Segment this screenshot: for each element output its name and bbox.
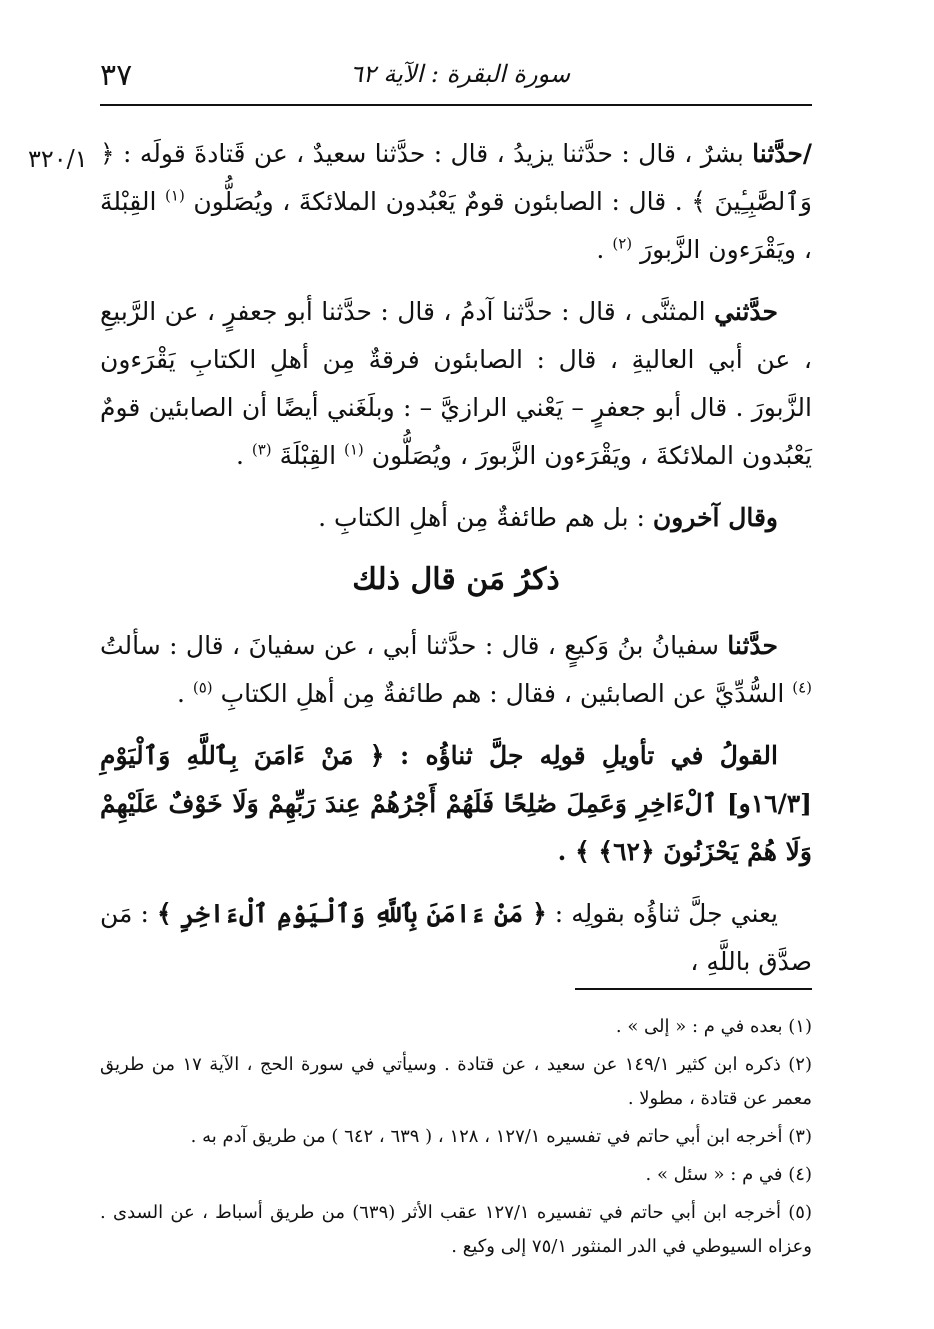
paragraph-text: القِبْلةَ ، ويَقْرَءون الزَّبورَ	[100, 187, 812, 264]
footnote-marker: (٢)	[612, 234, 633, 253]
paragraph-text: بشرٌ ، قال : حدَّثنا يزيدُ ، قال : حدَّثنا سعيدٌ ، عن قَتادةَ قولَه : ﴿ وَٱلصَّٰبِـِٔينَ ﴾ . قال : الصابئون قومٌ يَعْبُدون الملائكةَ ، ويُصَلُّون	[100, 139, 812, 216]
margin-reference: ٣٢٠/١	[28, 145, 88, 173]
footnote-4: (٤) في م : « سئل » .	[645, 1164, 812, 1185]
paragraph-text: : مَن صدَّق باللَّهِ ،	[100, 899, 812, 976]
running-title: سورة البقرة : الآية ٦٢	[349, 60, 571, 88]
paragraph-text: سفيانُ بنُ وَكيعٍ ، قال : حدَّثنا أبي ، عن سفيانَ ، قال : سألتُ	[100, 631, 719, 660]
footnotes	[100, 1010, 812, 1268]
section-title: ذكرُ مَن قال ذلك	[352, 562, 560, 597]
footnote-3: (٣) أخرجه ابن أبي حاتم في تفسيره ١٢٧/١ ، ١٢٨ ، ( ٦٣٩ ، ٦٤٢ ) من طريق آدم به .	[190, 1126, 812, 1147]
paragraph-text: السُّدِّيَّ عن الصابئين ، فقال : هم طائفةٌ مِن أهلِ الكتابِ	[220, 679, 785, 708]
quran-verse: ﴿ مَنْ ءَامَنَ بِٱللَّهِ وَٱلْيَوْمِ ٱلْءَاخِرِ ﴾	[156, 899, 547, 928]
footnote-marker: (١)	[165, 186, 185, 205]
footnote-marker: (٤)	[792, 678, 812, 697]
paragraph-lead: وقال آخرون	[652, 503, 778, 532]
paragraph-text: المثنَّى ، قال : حدَّثنا آدمُ ، قال : حدَّثنا أبو جعفرٍ ، عن الرَّبيعِ ، عن أبي العاليةِ ، قال : الصابئون فرقةٌ مِن أهلِ الكتابِ يَقْرَءون الزَّبورَ . قال أبو جعفرٍ – يَعْني الرازيَّ – : وبلَغَني أيضًا أن الصابئين قومٌ يَعْبُدون الملائكةَ ، ويَقْرَءون الزَّبورَ ، ويُصَلُّون	[100, 297, 812, 470]
paragraph-text: .	[235, 441, 244, 470]
header-rule	[100, 104, 812, 106]
verse-paragraph	[100, 732, 812, 876]
page-number: ٣٧	[100, 58, 133, 93]
footnote-rule	[575, 988, 812, 990]
quran-verse: ﴿ مَنْ ءَامَنَ بِٱللَّهِ وَٱلْيَوْمِ [١٦/٣و] ٱلْءَاخِرِ وَعَمِلَ صَٰلِحًا فَلَهُمْ أَجْرُهُمْ عِندَ رَبِّهِمْ وَلَا خَوْفٌ عَلَيْهِمْ وَلَا هُمْ يَحْزَنُونَ ﴿٦٢﴾ ﴾ .	[100, 741, 812, 866]
main-text	[100, 130, 812, 1000]
paragraph-2	[100, 288, 812, 480]
paragraph-text: القِبْلَةَ	[279, 441, 337, 470]
footnote-2: (٢) ذكره ابن كثير ١٤٩/١ عن سعيد ، عن قتادة . وسيأتي في سورة الحج ، الآية ١٧ من طريق معمر عن قتادة ، مطولا .	[100, 1054, 812, 1109]
paragraph-text: يعني جلَّ ثناؤُه بقولِه :	[554, 899, 779, 928]
page-header	[100, 52, 820, 92]
footnote-1: (١) بعده في م : « إلى » .	[615, 1016, 812, 1037]
paragraph-1	[100, 130, 812, 274]
paragraph-4	[100, 622, 812, 718]
footnote-5: (٥) أخرجه ابن أبي حاتم في تفسيره ١٢٧/١ عقب الأثر (٦٣٩) من طريق أسباط ، عن السدى . وعزاه السيوطي في الدر المنثور ٧٥/١ إلى وكيع .	[100, 1202, 812, 1257]
paragraph-lead: حدَّثنا	[727, 631, 778, 660]
paragraph-lead: حدَّثني	[714, 297, 778, 326]
footnote-marker: (١)	[344, 440, 364, 459]
paragraph-text: : بل هم طائفةٌ مِن أهلِ الكتابِ .	[318, 503, 645, 532]
footnote-marker: (٣)	[251, 440, 272, 459]
paragraph-3	[100, 494, 812, 542]
paragraph-lead: /حدَّثنا	[752, 139, 812, 168]
paragraph-lead: القولُ في تأويلِ قولِه جلَّ ثناؤُه :	[399, 741, 778, 770]
paragraph-6	[100, 890, 812, 986]
paragraph-text: .	[596, 235, 605, 264]
paragraph-text: .	[176, 679, 185, 708]
footnote-marker: (٥)	[192, 678, 213, 697]
